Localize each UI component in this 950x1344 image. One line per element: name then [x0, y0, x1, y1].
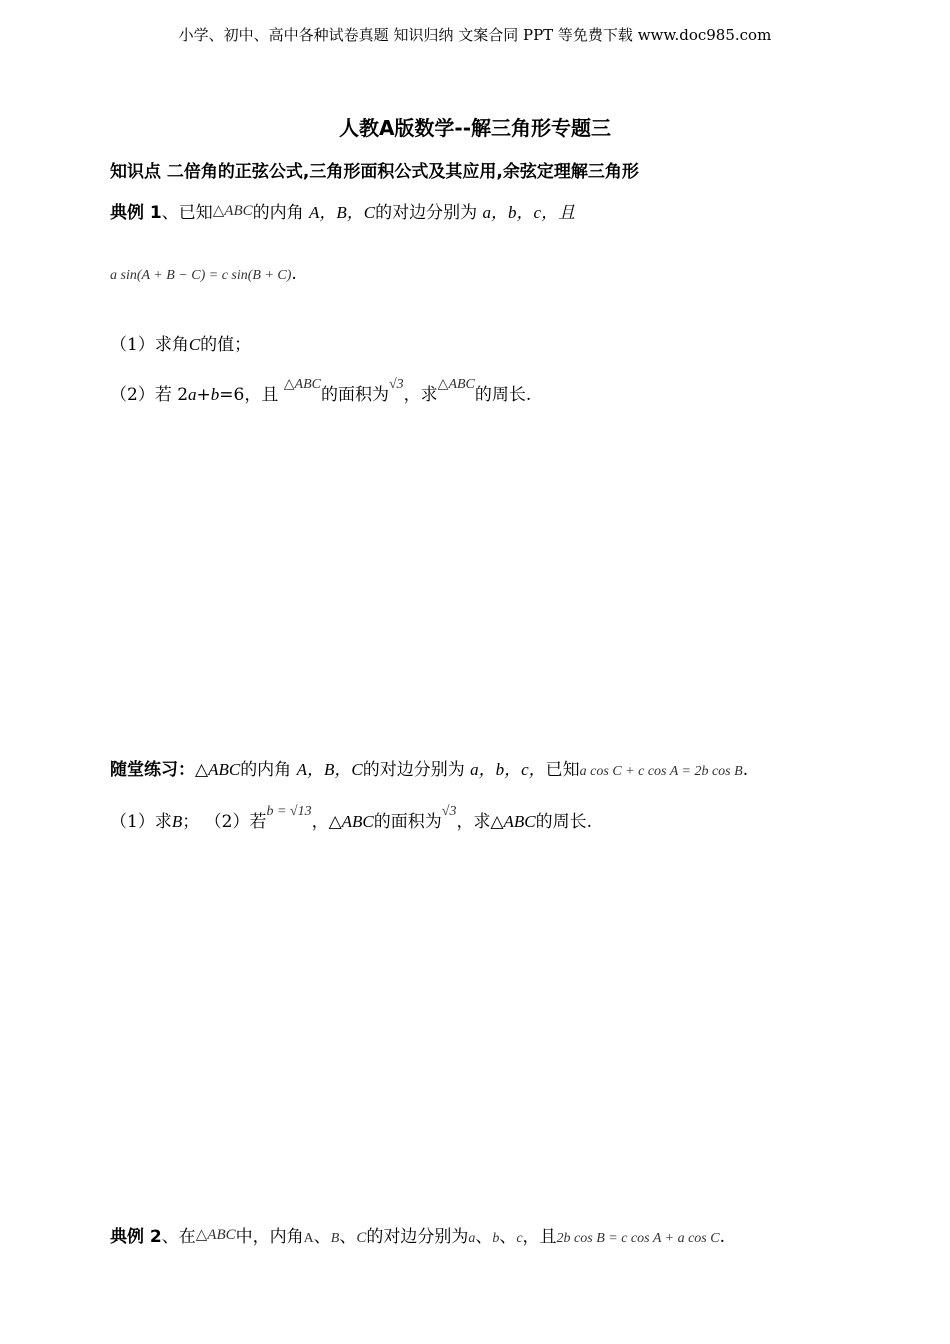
example2-statement: 典例 2、在△ABC中，内角A、B、C的对边分别为a、b、c，且2b cos B = c cos A + a cos C.	[110, 1227, 725, 1247]
triangle-abc: △ABC	[212, 203, 253, 219]
example1-statement: 典例 1、已知△ABC的内角 A，B，C的对边分别为 a，b，c，且	[110, 203, 576, 223]
practice-questions: （1）求B； （2）若$^{b = √13}$，△ABC的面积为$^{√3}$，求△ABC的周长.	[110, 804, 593, 832]
example1-formula: a sin(A + B − C) = c sin(B + C).	[110, 264, 297, 284]
document-title: 人教A版数学--解三角形专题三	[338, 116, 612, 140]
page-header: 小学、初中、高中各种试卷真题 知识归纳 文案合同 PPT 等免费下载 www.doc985.com	[178, 26, 772, 44]
knowledge-point: 知识点 二倍角的正弦公式,三角形面积公式及其应用,余弦定理解三角形	[110, 162, 639, 182]
example1-question1: （1）求角C的值；	[110, 335, 252, 355]
practice-label: 随堂练习：	[110, 760, 195, 780]
example1-label: 典例 1	[110, 203, 162, 223]
example2-label: 典例 2	[110, 1227, 162, 1247]
practice-statement: 随堂练习：△ABC的内角 A，B，C的对边分别为 a，b，c，已知a cos C + c cos A = 2b cos B.	[110, 760, 749, 780]
example1-question2: （2）若 2a+b=6，且 $^{\triangle ABC}$的面积为$^{√3}$，求$^{\triangle ABC}$的周长.	[110, 377, 532, 405]
